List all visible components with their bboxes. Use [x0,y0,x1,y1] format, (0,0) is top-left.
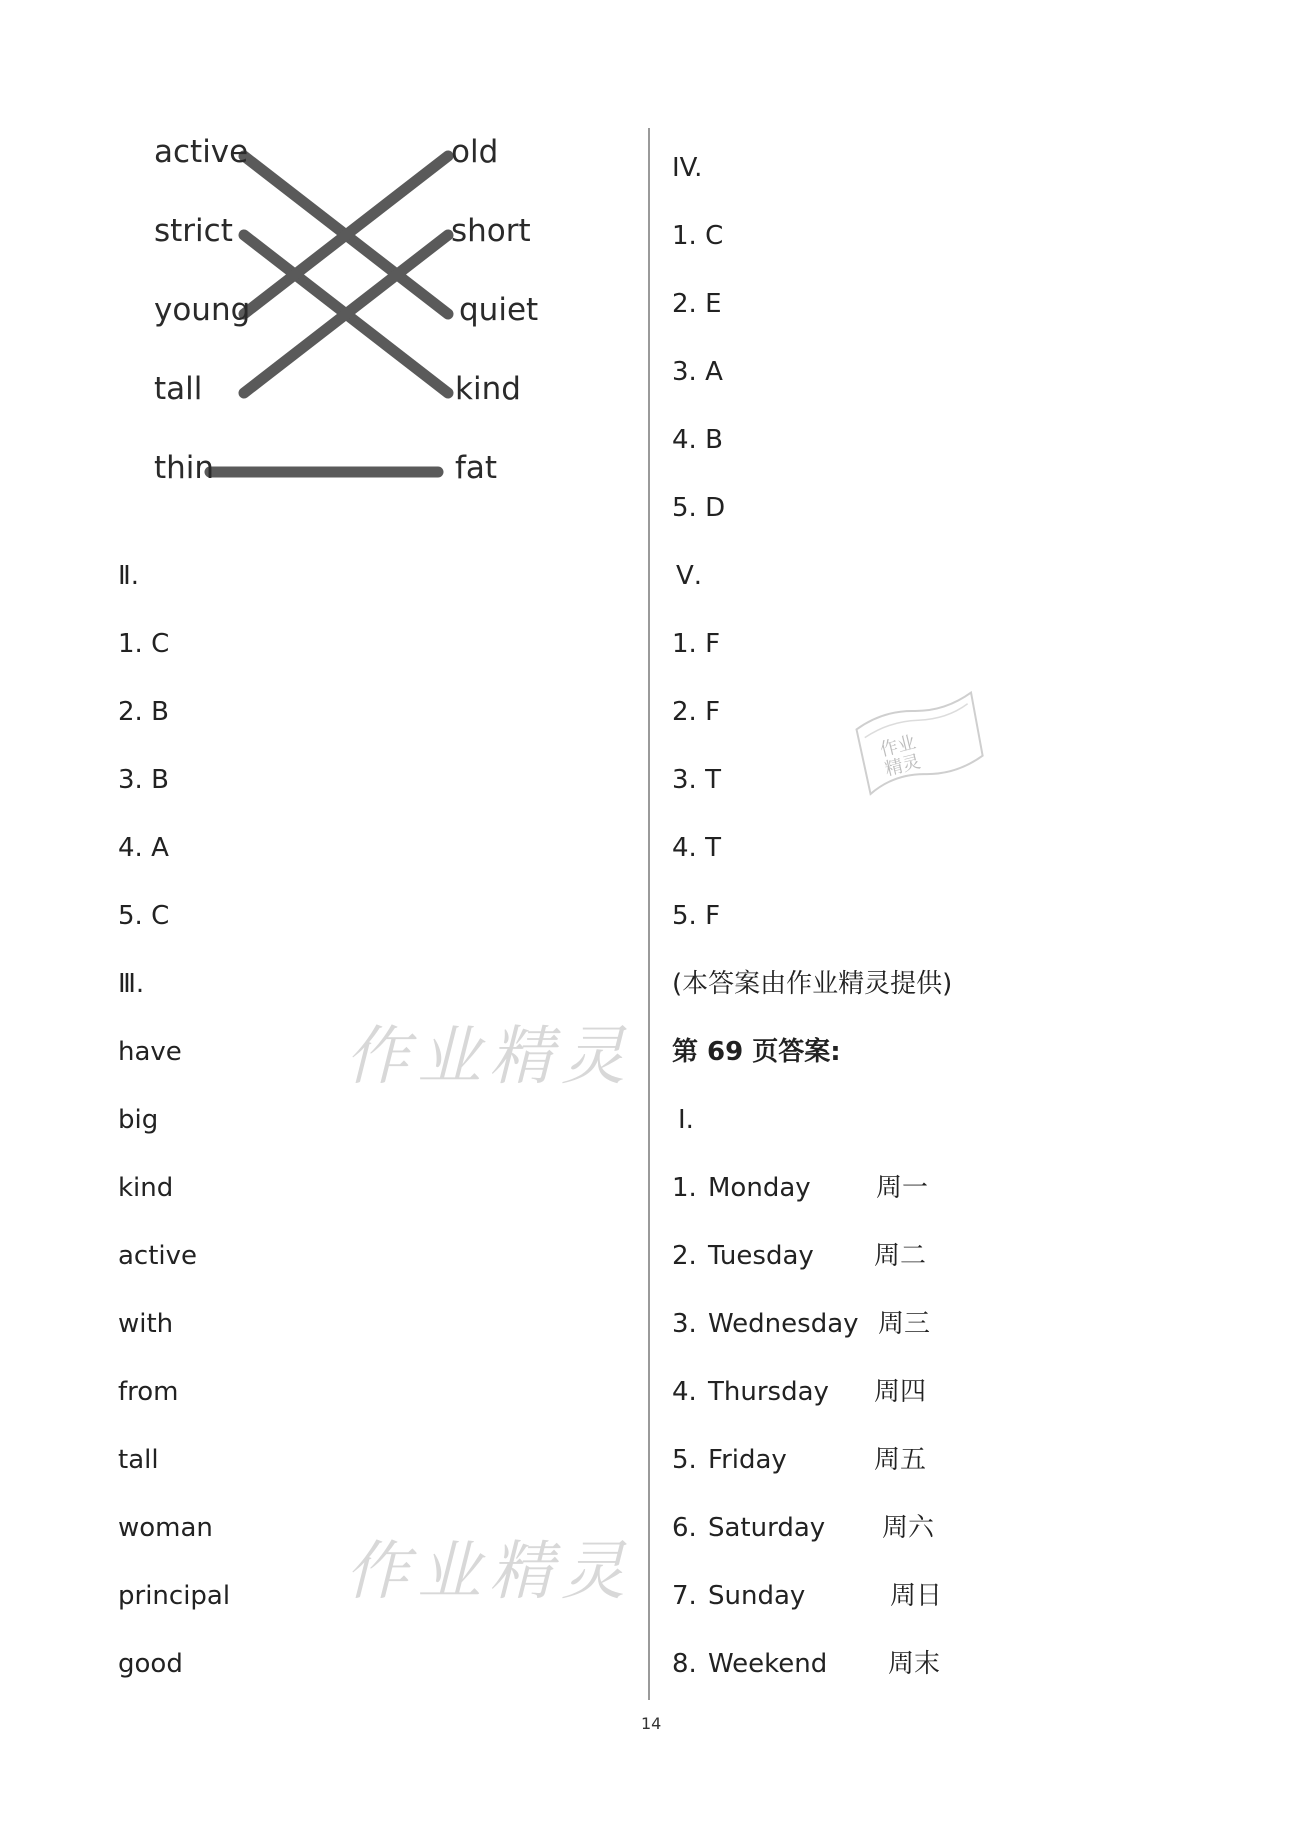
section-2-answer: 1. C [118,629,170,659]
matching-diagram [0,0,650,540]
day-chinese: 周六 [882,1513,935,1543]
day-number: 3. [672,1309,697,1339]
section-3-word: kind [118,1173,174,1203]
day-number: 2. [672,1241,697,1271]
day-english: Saturday [708,1513,826,1543]
page-answer-heading: 第 69 页答案: [672,1037,841,1067]
right-word-fat: fat [455,450,498,486]
section-2-answer: 4. A [118,833,169,863]
section-3-word: active [118,1241,198,1271]
section-4-answer: 3. A [672,357,723,387]
day-english: Tuesday [708,1241,814,1271]
day-english: Wednesday [708,1309,859,1339]
watermark: 作业精灵 [345,1535,633,1609]
stamp-text: 作业 [877,731,918,761]
right-word-quiet: quiet [459,292,539,328]
left-word-young: young [154,292,251,328]
day-english: Friday [708,1445,787,1475]
day-english: Sunday [708,1581,806,1611]
column-divider [648,128,650,1700]
watermark: 作业精灵 [345,1020,633,1094]
day-chinese: 周一 [876,1173,929,1203]
section-4-answer: 5. D [672,493,726,523]
right-word-kind: kind [455,371,521,407]
day-row [672,1175,811,1201]
section-4-heading: IV. [672,153,703,183]
left-word-thin: thin [154,450,215,486]
matching-lines [0,0,650,540]
right-word-old: old [451,134,499,170]
day-row [672,1651,827,1677]
section-2-answer: 5. C [118,901,170,931]
section-5-answer: 5. F [672,901,721,931]
section-4-answer: 4. B [672,425,723,455]
credit-note: (本答案由作业精灵提供) [672,969,953,999]
day-row [672,1515,825,1541]
day-number: 8. [672,1649,697,1679]
section-2-answer: 2. B [118,697,169,727]
page-number: 14 [641,1714,662,1733]
day-row [672,1311,859,1337]
day-chinese: 周三 [878,1309,931,1339]
day-chinese: 周日 [890,1581,943,1611]
section-5-answer: 1. F [672,629,721,659]
section-4-answer: 1. C [672,221,724,251]
day-number: 4. [672,1377,697,1407]
section-3-word: with [118,1309,174,1339]
stamp-logo [842,679,1002,810]
section-3-word: have [118,1037,182,1067]
section-5-answer: 4. T [672,833,721,863]
section-2-heading: Ⅱ. [118,561,140,591]
day-number: 1. [672,1173,697,1203]
day-chinese: 周末 [888,1649,941,1679]
day-chinese: 周五 [874,1445,927,1475]
day-row [672,1447,787,1473]
section-1-heading: Ⅰ. [678,1105,694,1135]
left-word-active: active [154,134,249,170]
left-word-strict: strict [154,213,233,249]
section-3-word: woman [118,1513,213,1543]
day-english: Thursday [708,1377,829,1407]
right-word-short: short [451,213,531,249]
section-3-word: big [118,1105,159,1135]
day-english: Weekend [708,1649,828,1679]
section-4-answer: 2. E [672,289,722,319]
day-number: 6. [672,1513,697,1543]
section-3-word: tall [118,1445,159,1475]
section-3-word: from [118,1377,179,1407]
section-3-heading: Ⅲ. [118,969,145,999]
day-row [672,1243,814,1269]
day-number: 5. [672,1445,697,1475]
section-2-answer: 3. B [118,765,169,795]
section-3-word: good [118,1649,183,1679]
section-5-heading: Ⅴ. [676,561,703,591]
section-5-answer: 2. F [672,697,721,727]
stamp-text: 精灵 [882,751,923,781]
section-3-word: principal [118,1581,231,1611]
day-number: 7. [672,1581,697,1611]
day-row [672,1583,805,1609]
day-english: Monday [708,1173,811,1203]
left-word-tall: tall [154,371,203,407]
day-chinese: 周二 [874,1241,927,1271]
day-row [672,1379,829,1405]
day-chinese: 周四 [874,1377,927,1407]
section-5-answer: 3. T [672,765,721,795]
